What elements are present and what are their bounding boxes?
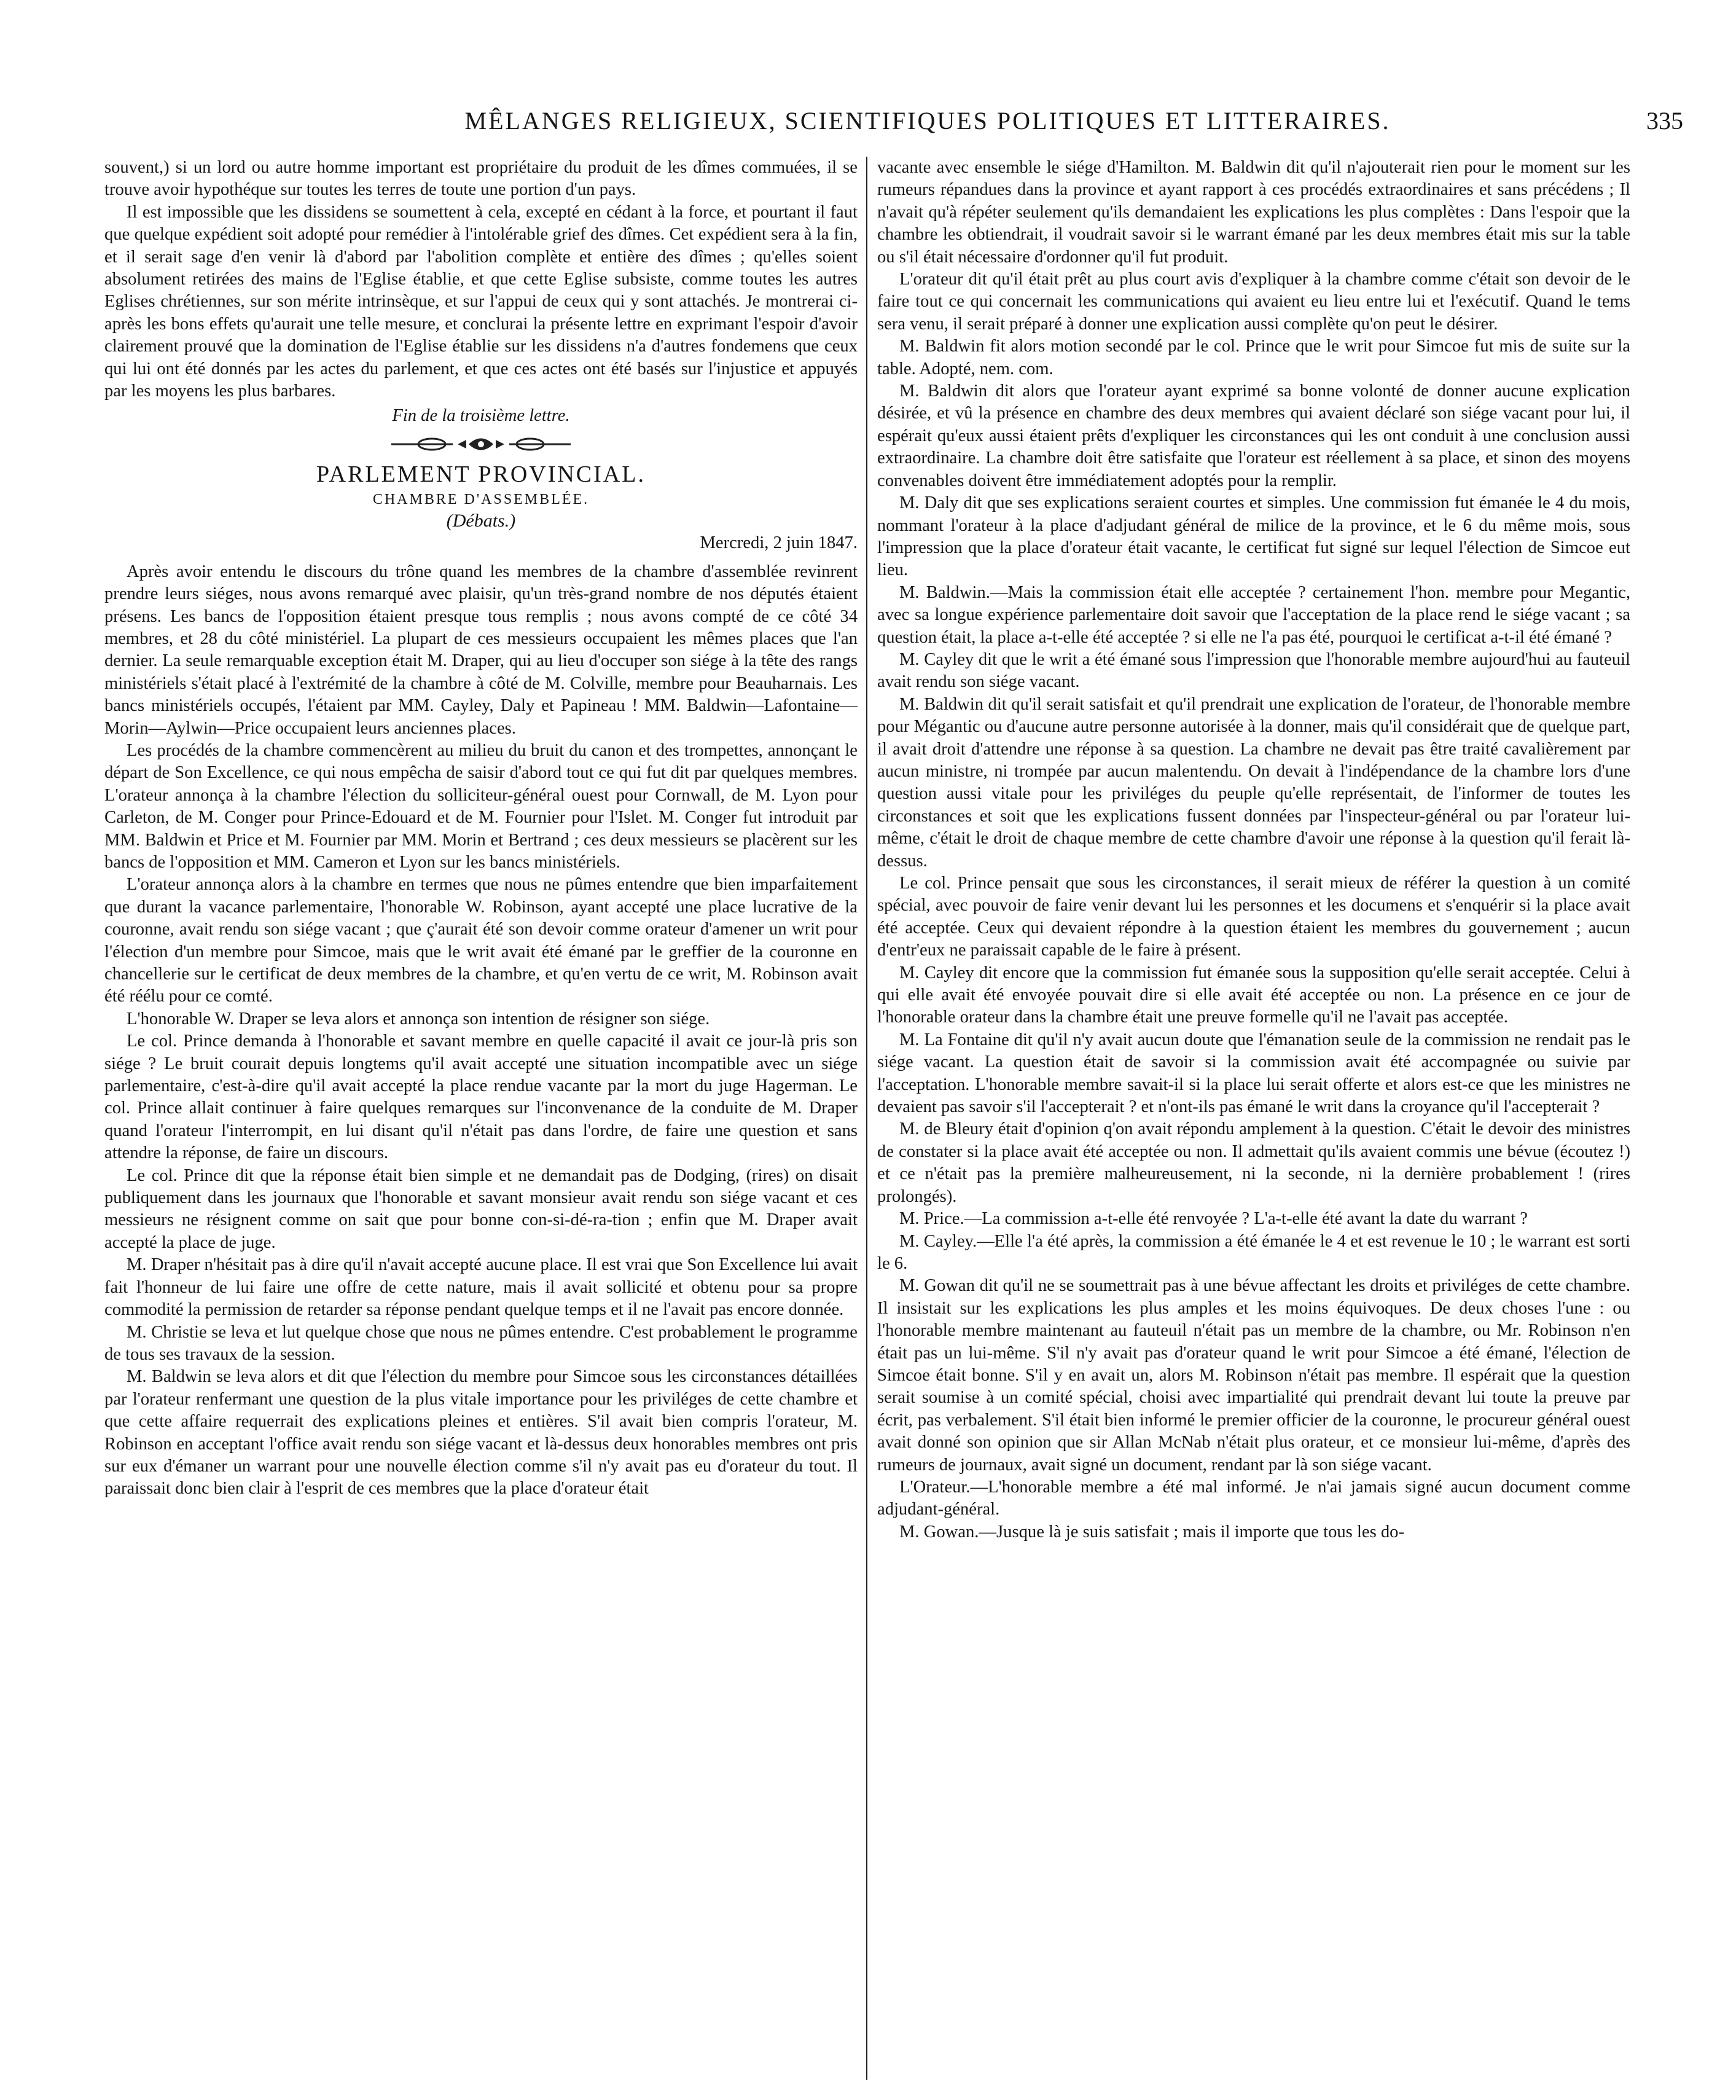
article-paragraph: M. Gowan dit qu'il ne se soumettrait pas à une bévue affectant les droits et priviléges de cette chambre. Il insistait sur les explications les plus amples et les moins équivoques. De deux choses l'une : ou l'honorable membre maintenant au fauteuil n'était pas un membre de la chambre, ou Mr. Robinson n'en était pas un lui-même. S'il n'y avait pas d'orateur quand le writ pour Simcoe a été émané, l'élection de Simcoe était bonne. S'il y en avait un, alors M. Robinson n'était pas membre. Il espérait que la question serait soumise à un comité spécial, choisi avec impartialité qui prendrait devant lui toute la preuve par écrit, pas verbalement. S'il était bien informé le premier officier de la couronne, le procureur général ouest avait donné son opinion que sir Allan McNab n'était plus orateur, et ce monsieur lui-même, d'après des rumeurs de journaux, avait signé un document, rendant par là son siége vacant. <box>877 1276 1630 1475</box>
article-paragraph: M. Cayley dit encore que la commission fut émanée sous la supposition qu'elle serait acceptée. Celui à qui elle avait été envoyée pouvait dire si elle avait été acceptée ou non. La présence en ce jour de l'honorable orateur dans la chambre était une preuve formelle qu'il ne l'avait pas acceptée. <box>877 963 1630 1027</box>
article-paragraph: L'Orateur.—L'honorable membre a été mal informé. Je n'ai jamais signé aucun document comme adjudant-général. <box>877 1477 1630 1519</box>
page-number: 335 <box>1646 107 1683 135</box>
article-paragraph: M. Christie se leva et lut quelque chose que nous ne pûmes entendre. C'est probablement le programme de tous ses travaux de la session. <box>104 1322 858 1364</box>
article-paragraph: L'orateur dit qu'il était prêt au plus court avis d'expliquer à la chambre comme c'était son devoir de le faire tout ce qui concernait les communications qui avaient eu lieu entre lui et l'exécutif. Quand le tems sera venu, il serait préparé à donner une explication aussi complète qu'on peut le désirer. <box>877 270 1630 334</box>
article-paragraph: M. de Bleury était d'opinion q'on avait répondu amplement à la question. C'était le devoir des ministres de constater si la place avait été acceptée ou non. Il admettait qu'ils avaient commis une bévue (écoutez !) et ce n'était pas la première malheureusement, ni la seconde, ni la dernière probablement ! (rires prolongés). <box>877 1119 1630 1206</box>
column-rule <box>866 157 867 2080</box>
article-paragraph: Il est impossible que les dissidens se soumettent à cela, excepté en cédant à la force, et pourtant il faut que quelque expédient soit adopté pour remédier à l'intolérable grief des dîmes. Cet expédient sera à la fin, et il serait sage d'en venir là d'abord par l'abolition complète et entière des dîmes ; qu'elles soient absolument retirées des mains de l'Eglise établie, et que cette Eglise subsiste, comme toutes les autres Eglises chrétiennes, sur son mérite intrinsèque, et sur l'appui de ceux qui y sont attachés. Je montrerai ci-après les bons effets qu'aurait une telle mesure, et conclurai la présente lettre en exprimant l'espoir d'avoir clairement prouvé que la domination de l'Eglise établie sur les dissidens n'a d'autres fondemens que ceux qui lui ont été donnés par les actes du parlement, et que ces actes ont été basés sur l'injustice et appuyés par les moyens les plus barbares. <box>104 202 858 401</box>
article-paragraph: M. Daly dit que ses explications seraient courtes et simples. Une commission fut émanée le 4 du mois, nommant l'orateur à la place d'adjudant général de milice de la province, et le 6 du même mois, sous l'impression que la place d'orateur était vacante, le certificat fut signé sur lequel l'élection de Simcoe eut lieu. <box>877 493 1630 580</box>
article-paragraph: souvent,) si un lord ou autre homme important est propriétaire du produit de les dîmes commuées, il se trouve avoir hypothéque sur toutes les terres de toute une portion d'un pays. <box>104 158 858 200</box>
session-date: Mercredi, 2 juin 1847. <box>700 533 858 553</box>
section-subtitle: CHAMBRE D'ASSEMBLÉE. <box>372 491 590 507</box>
article-paragraph: M. Baldwin.—Mais la commission était elle acceptée ? certainement l'hon. membre pour Megantic, avec sa longue expérience parlementaire doit savoir que l'acceptation de la place rend le siége vacant ; sa question était, la place a-t-elle été acceptée ? si elle ne l'a pas été, pourquoi le certificat a-t-il été émané ? <box>877 582 1630 647</box>
ornament-divider <box>389 434 573 455</box>
section-title: PARLEMENT PROVINCIAL. <box>316 461 646 487</box>
right-column <box>877 157 1630 2080</box>
article-paragraph: Le col. Prince demanda à l'honorable et savant membre en quelle capacité il avait ce jour-là pris son siége ? Le bruit courait depuis longtems qu'il avait accepté une situation incompatible avec un siége parlementaire, c'est-à-dire qu'il avait accepté la place rendue vacante par la mort du juge Hagerman. Le col. Prince allait continuer à faire quelques remarques sur l'inconvenance de la conduite de M. Draper quand l'orateur l'interrompit, en lui disant qu'il n'était pas dans l'ordre, de faire une question et sans attendre la réponse, de faire un discours. <box>104 1032 858 1163</box>
article-paragraph: M. Cayley.—Elle l'a été après, la commission a été émanée le 4 et est revenue le 10 ; le warrant est sorti le 6. <box>877 1231 1630 1273</box>
letter-end-note: Fin de la troisième lettre. <box>392 406 570 426</box>
article-paragraph: M. Gowan.—Jusque là je suis satisfait ; mais il importe que tous les do- <box>899 1522 1404 1542</box>
article-paragraph: M. Baldwin se leva alors et dit que l'élection du membre pour Simcoe sous les circonstances détaillées par l'orateur renfermant une question de la plus vitale importance pour les priviléges de cette chambre et que cette affaire requerrait des explications pleines et entières. S'il avait bien compris l'orateur, M. Robinson en acceptant l'office avait rendu son siége vacant et là-dessus deux honorables membres ont pris sur eux d'émaner un warrant pour une nouvelle élection comme s'il n'y avait pas eu d'orateur du tout. Il paraissait donc bien clair à l'esprit de ces membres que la place d'orateur était <box>104 1367 858 1499</box>
article-paragraph: L'orateur annonça alors à la chambre en termes que nous ne pûmes entendre que bien imparfaitement que durant la vacance parlementaire, l'honorable W. Robinson, ayant accepté une place lucrative de la couronne, avait rendu son siége vacant ; que ç'aurait été son devoir comme orateur d'amener un writ pour l'élection d'un membre pour Simcoe, mais que le writ avait été émané par le greffier de la couronne en chancellerie sur le certificat de deux membres de la chambre, et qu'en vertu de ce writ, M. Robinson avait été réélu pour ce comté. <box>104 875 858 1006</box>
left-column <box>104 157 858 2080</box>
running-title: MÊLANGES RELIGIEUX, SCIENTIFIQUES POLITIQUES ET LITTERAIRES. <box>464 107 1391 135</box>
article-paragraph: M. Baldwin dit alors que l'orateur ayant exprimé sa bonne volonté de donner aucune explication désirée, et vû la présence en chambre des deux membres qui avaient déclaré son siége vacant pour lui, il espérait qu'eux aussi étaient prêts d'expliquer les circonstances qui les ont conduit à une conclusion aussi extraordinaire. La chambre doit être satisfaite que l'orateur est réellement à sa place, et sinon des moyens convenables doivent être immédiatement adoptés pour la remplir. <box>877 382 1630 490</box>
article-paragraph: Le col. Prince dit que la réponse était bien simple et ne demandait pas de Dodging, (rires) on disait publiquement dans les journaux que l'honorable et savant monsieur avait rendu son siége vacant et ces messieurs ne résignent comme on sait que pour bonne con-si-dé-ra-tion ; enfin que M. Draper avait accepté la place de juge. <box>104 1166 858 1252</box>
running-head <box>98 103 1683 140</box>
section-debates-label: (Débats.) <box>446 510 516 531</box>
article-paragraph: M. Baldwin dit qu'il serait satisfait et qu'il prendrait une explication de l'orateur, de l'honorable membre pour Mégantic ou d'aucune autre personne autorisée à la donner, mais qu'il considérait que de quelque part, il avait droit d'attendre une réponse à sa question. La chambre ne devait pas être traité cavalièrement par aucun ministre, ni trompée par aucun malentendu. On devait à l'indépendance de la chambre lors d'une question aussi vitale pour les priviléges du peuple qu'elle représentait, de l'informer de toutes les circonstances et soit que les explications fussent données par l'inspecteur-général ou par l'orateur lui-même, c'était le droit de chaque membre de cette chambre d'avoir une réponse à la question qu'il ferait là-dessus. <box>877 694 1630 871</box>
article-paragraph: Le col. Prince pensait que sous les circonstances, il serait mieux de référer la question à un comité spécial, avec pouvoir de faire venir devant lui les personnes et les documens et s'enquérir si la place avait été acceptée. Ceux qui devaient répondre à la question étaient les membres du gouvernement ; aucun d'entr'eux ne paraissait capable de le faire à présent. <box>877 874 1630 960</box>
article-paragraph: M. Cayley dit que le writ a été émané sous l'impression que l'honorable membre aujourd'hui au fauteuil avait rendu son siége vacant. <box>877 649 1630 692</box>
article-paragraph: Les procédés de la chambre commencèrent au milieu du bruit du canon et des trompettes, annonçant le départ de Son Excellence, ce qui nous empêcha de saisir d'abord tout ce qui fut dit par quelques membres. L'orateur annonça à la chambre l'élection du solliciteur-général ouest pour Cornwall, de M. Lyon pour Carleton, de M. Conger pour Prince-Edouard et de M. Fournier pour l'Islet. M. Conger fut introduit par MM. Baldwin et Price et M. Fournier par MM. Morin et Bertrand ; ces deux messieurs se placèrent sur les bancs de l'opposition et MM. Cameron et Lyon sur les bancs ministériels. <box>104 740 858 872</box>
article-paragraph: L'honorable W. Draper se leva alors et annonça son intention de résigner son siége. <box>127 1009 710 1028</box>
article-paragraph: M. Draper n'hésitait pas à dire qu'il n'avait accepté aucune place. Il est vrai que Son Excellence lui avait fait l'honneur de lui faire une offre de cette nature, mais il avait sollicité et obtenu pour sa propre commodité la permission de retarder sa réponse pendant quelque temps et il ne l'avait pas encore donnée. <box>104 1255 858 1320</box>
article-paragraph: vacante avec ensemble le siége d'Hamilton. M. Baldwin dit qu'il n'ajouterait rien pour le moment sur les rumeurs répandues dans la province et ayant rapport à ces procédés extraordinaires et sans précédens ; Il n'avait qu'à répéter seulement qu'ils demandaient les explications les plus complètes : Dans l'espoir que la chambre les obtiendrait, il voudrait savoir si le warrant émané par les deux membres était mis sur la table ou s'il était nécessaire d'ordonner qu'il fut produit. <box>877 158 1630 267</box>
article-paragraph: M. Baldwin fit alors motion secondé par le col. Prince que le writ pour Simcoe fut mis de suite sur la table. Adopté, nem. com. <box>877 337 1630 378</box>
article-paragraph: Après avoir entendu le discours du trône quand les membres de la chambre d'assemblée revinrent prendre leurs siéges, nous avons remarqué avec plaisir, qu'un très-grand nombre de nos députés étaient présens. Les bancs de l'opposition étaient presque tous remplis ; nous avons compté de ce côté 34 membres, et 28 du côté ministériel. La plupart de ces messieurs occupaient les mêmes places que l'an dernier. La seule remarquable exception était M. Draper, qui au lieu d'occuper son siége à la tête des rangs ministériels s'était placé à l'extrémité de la chambre à côté de M. Colville, membre pour Beauharnais. Les bancs ministériels occupés, l'étaient par MM. Cayley, Daly et Papineau ! MM. Baldwin—Lafontaine—Morin—Aylwin—Price occupaient leurs anciennes places. <box>104 562 858 738</box>
article-paragraph: M. Price.—La commission a-t-elle été renvoyée ? L'a-t-elle été avant la date du warrant ? <box>899 1209 1528 1229</box>
article-paragraph: M. La Fontaine dit qu'il n'y avait aucun doute que l'émanation seule de la commission ne rendait pas le siége vacant. La question était de savoir si la commission avait été accompagnée ou suivie par l'acceptation. L'honorable membre savait-il si la place lui serait offerte et alors est-ce que les ministres ne devaient pas savoir s'il l'accepterait ? et n'ont-ils pas émané le writ dans la croyance qu'il l'accepterait ? <box>877 1030 1630 1117</box>
